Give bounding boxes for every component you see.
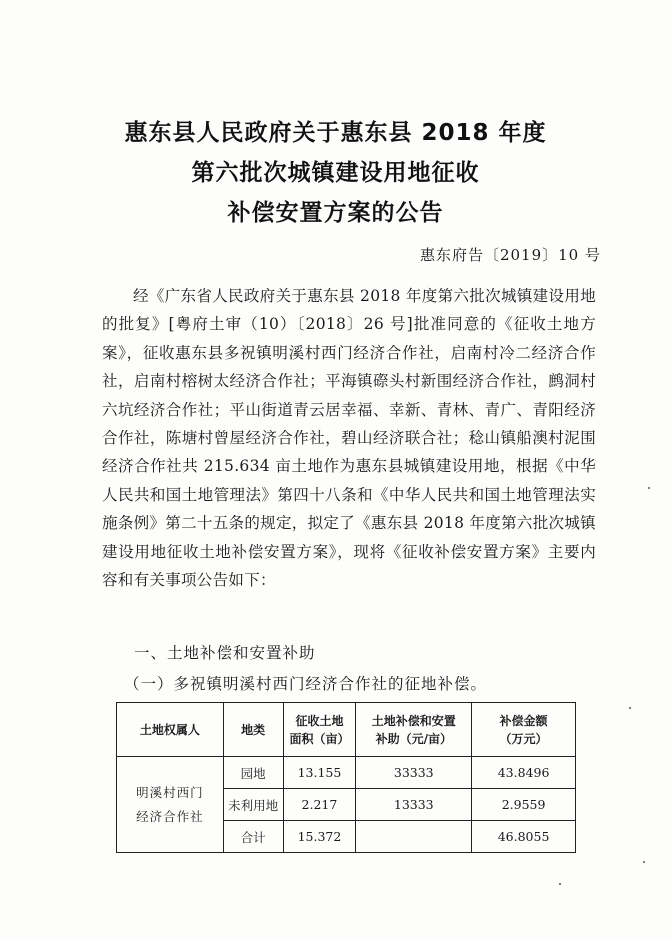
header-area-line1: 征收土地 xyxy=(295,713,344,728)
cell-land-type: 园地 xyxy=(223,757,283,789)
cell-land-type: 合计 xyxy=(223,821,283,853)
header-owner: 土地权属人 xyxy=(117,703,224,757)
notice-title xyxy=(0,113,671,233)
title-line-2: 第六批次城镇建设用地征收 xyxy=(191,160,480,186)
subsection-heading: （一）多祝镇明溪村西门经济合作社的征地补偿。 xyxy=(124,675,488,693)
header-rate-line1: 土地补偿和安置 xyxy=(371,713,456,728)
body-paragraph: 经《广东省人民政府关于惠东县 2018 年度第六批次城镇建设用地的批复》[粤府土审（10）〔2018〕26 号]批准同意的《征收土地方案》，征收惠东县多祝镇明溪村西门经济合作社，启南村冷二经济合作社，启南村榕树太经济合作社；平海镇磜头村新围经济合作社，鹧洞村六坑经济合作社；平山街道青云居幸福、幸新、青林、青广、青阳经济合作社，陈塘村曾屋经济合作社，碧山经济联合社；稔山镇船澳村泥围经济合作社共 215.634 亩土地作为惠东县城镇建设用地，根据《中华人民共和国土地管理法》第四十八条和《中华人民共和国土地管理法实施条例》第二十五条的规定，拟定了《惠东县 2018 年度第六批次城镇建设用地征收土地补偿安置方案》，现将《征收补偿安置方案》主要内容和有关事项公告如下： xyxy=(102,287,596,590)
cell-amount: 2.9559 xyxy=(472,789,576,821)
cell-rate: 33333 xyxy=(356,757,472,789)
owner-line2: 经济合作社 xyxy=(136,808,204,824)
table-row xyxy=(117,757,576,789)
cell-area: 15.372 xyxy=(283,821,356,853)
header-amount-line2: （万元） xyxy=(499,731,548,746)
header-amount xyxy=(472,703,576,757)
cell-land-type: 未利用地 xyxy=(223,789,283,821)
owner-cell xyxy=(117,757,224,853)
header-rate-line2: 补助（元/亩） xyxy=(375,731,452,746)
cell-area: 13.155 xyxy=(283,757,356,789)
title-line-3: 补偿安置方案的公告 xyxy=(227,200,444,226)
scan-speck xyxy=(629,707,631,709)
header-amount-line1: 补偿金额 xyxy=(499,713,548,728)
table-header-row xyxy=(117,703,576,757)
cell-amount: 43.8496 xyxy=(472,757,576,789)
header-area-line2: 面积（亩） xyxy=(289,731,350,746)
compensation-table xyxy=(116,702,576,853)
cell-amount: 46.8055 xyxy=(472,821,576,853)
document-number: 惠东府告〔2019〕10 号 xyxy=(419,246,601,264)
header-area xyxy=(283,703,356,757)
header-land-type: 地类 xyxy=(223,703,283,757)
owner-line1: 明溪村西门 xyxy=(136,784,204,800)
header-rate xyxy=(356,703,472,757)
scan-speck xyxy=(559,883,561,885)
cell-rate: 13333 xyxy=(356,789,472,821)
title-line-1: 惠东县人民政府关于惠东县 2018 年度 xyxy=(124,120,547,146)
scan-speck xyxy=(643,861,645,863)
section-heading: 一、土地补偿和安置补助 xyxy=(134,644,316,662)
cell-rate xyxy=(356,821,472,853)
cell-area: 2.217 xyxy=(283,789,356,821)
scan-speck xyxy=(648,487,650,489)
